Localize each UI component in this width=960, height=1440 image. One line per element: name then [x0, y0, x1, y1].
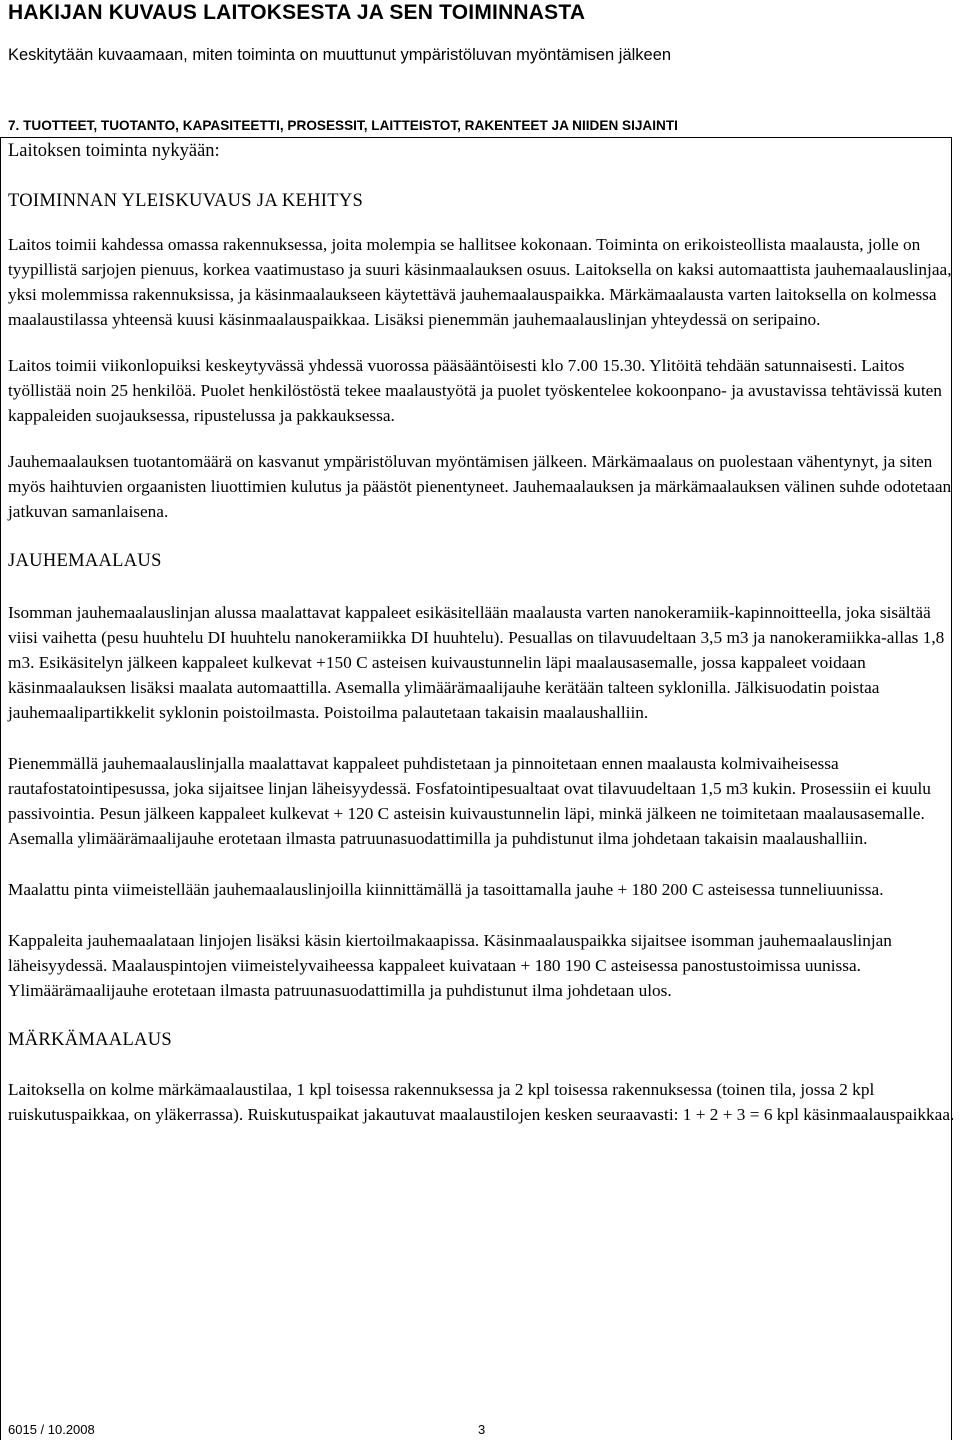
- wet-painting-heading: MÄRKÄMAALAUS: [8, 1030, 172, 1050]
- section-heading: 7. TUOTTEET, TUOTANTO, KAPASITEETTI, PROSESSIT, LAITTEISTOT, RAKENTEET JA NIIDEN SIJAINTI: [8, 118, 678, 133]
- page-number: 3: [478, 1422, 486, 1437]
- powder-paragraph: Isomman jauhemaalauslinjan alussa maalattavat kappaleet esikäsitellään maalausta varten nanokeramiik-kapinnoitteella, joka sisältää viisi vaihetta (pesu huuhtelu DI huuhtelu nanokeramiikka DI huuhtelu). Pesuallas on tilavuudeltaan 3,5 m3 ja nanokeramiikka-allas 1,8 m3. Esikäsitelyn jälkeen kappaleet kulkevat +150 C asteisen kuivaustunnelin läpi maalausasemalle, jossa kappaleet voidaan käsinmaalauksen lisäksi maalata automaattilla. Asemalla ylimäärämaalijauhe kerätään talteen syklonilla. Jälkisuodatin poistaa jauhemaalipartikkelit syklonin poistoilmasta. Poistoilma palautetaan takaisin maalaushalliin.: [8, 603, 945, 722]
- wet-paragraph: Laitoksella on kolme märkämaalaustilaa, 1 kpl toisessa rakennuksessa ja 2 kpl toisessa rakennuksessa (toinen tila, jossa 2 kpl ruiskutuspaikkaa, on yläkerrassa). Ruiskutuspaikat jakautuvat maalaustilojen kesken seuraavasti: 1 + 2 + 3 = 6 kpl käsinmaalauspaikkaa.: [8, 1080, 955, 1124]
- powder-paragraph: Kappaleita jauhemaalataan linjojen lisäksi käsin kiertoilmakaapissa. Käsinmaalauspaikka sijaitsee isomman jauhemaalauslinjan läheisyydessä. Maalauspintojen viimeistelyvaiheessa kappaleet kuivataan + 180 190 C asteisessa panostustoimissa uunissa. Ylimäärämaalijauhe erotetaan ilmasta patruunasuodattimilla ja puhdistunut ilma johdetaan ulos.: [8, 931, 892, 1000]
- intro-label: Laitoksen toiminta nykyään:: [8, 141, 220, 161]
- document-title: HAKIJAN KUVAUS LAITOKSESTA JA SEN TOIMINNASTA: [8, 1, 586, 24]
- overview-paragraph: Jauhemaalauksen tuotantomäärä on kasvanut ympäristöluvan myöntämisen jälkeen. Märkämaalaus on puolestaan vähentynyt, ja siten myös haihtuvien orgaanisten liuottimien kulutus ja päästöt pienentyneet. Jauhemaalauksen ja märkämaalauksen välinen suhde odotetaan jatkuvan samanlaisena.: [8, 452, 952, 521]
- overview-heading: TOIMINNAN YLEISKUVAUS JA KEHITYS: [8, 191, 364, 211]
- overview-paragraph: Laitos toimii kahdessa omassa rakennuksessa, joita molempia se hallitsee kokonaan. Toiminta on erikoisteollista maalausta, jolle on tyypillistä sarjojen pienuus, korkea vaatimustaso ja suuri käsinmaalauksen osuus. Laitoksella on kaksi automaattista jauhemaalauslinjaa, yksi molemmissa rakennuksissa, ja käsinmaalaukseen käytettävä jauhemaalauspaikka. Märkämaalausta varten laitoksella on kolmessa maalaustilassa yhteensä kuusi käsinmaalauspaikkaa. Lisäksi pienemmän jauhemaalauslinjan yhteydessä on seripaino.: [8, 235, 952, 329]
- overview-paragraph: Laitos toimii viikonlopuiksi keskeytyvässä yhdessä vuorossa pääsääntöisesti klo 7.00 15.30. Ylitöitä tehdään satunnaisesti. Laitos työllistää noin 25 henkilöä. Puolet henkilöstöstä tekee maalaustyötä ja puolet työskentelee kokoonpano- ja avustavissa tehtävissä kuten kappaleiden suojauksessa, ripustelussa ja pakkauksessa.: [8, 356, 942, 425]
- powder-coating-heading: JAUHEMAALAUS: [8, 551, 162, 571]
- powder-paragraph: Pienemmällä jauhemaalauslinjalla maalattavat kappaleet puhdistetaan ja pinnoitetaan ennen maalausta kolmivaiheisessa rautafostatointipesussa, joka sijaitsee linjan läheisyydessä. Fosfatointipesualtaat ovat tilavuudeltaan 1,5 m3 kukin. Prosessiin ei kuulu passivointia. Pesun jälkeen kappaleet kulkevat + 120 C asteisin kuivaustunnelin läpi, minkä jälkeen ne toimitetaan maalausasemalle. Asemalla ylimäärämaalijauhe erotetaan ilmasta patruunasuodattimilla ja puhdistunut ilma johdetaan takaisin maalaushalliin.: [8, 754, 931, 848]
- footer-reference: 6015 / 10.2008: [8, 1422, 95, 1437]
- powder-paragraph: Maalattu pinta viimeistellään jauhemaalauslinjoilla kiinnittämällä ja tasoittamalla jauhe + 180 200 C asteisessa tunneliuunissa.: [8, 880, 884, 899]
- document-subtitle: Keskitytään kuvaamaan, miten toiminta on muuttunut ympäristöluvan myöntämisen jälkeen: [8, 46, 672, 64]
- section-content: [8, 138, 956, 1127]
